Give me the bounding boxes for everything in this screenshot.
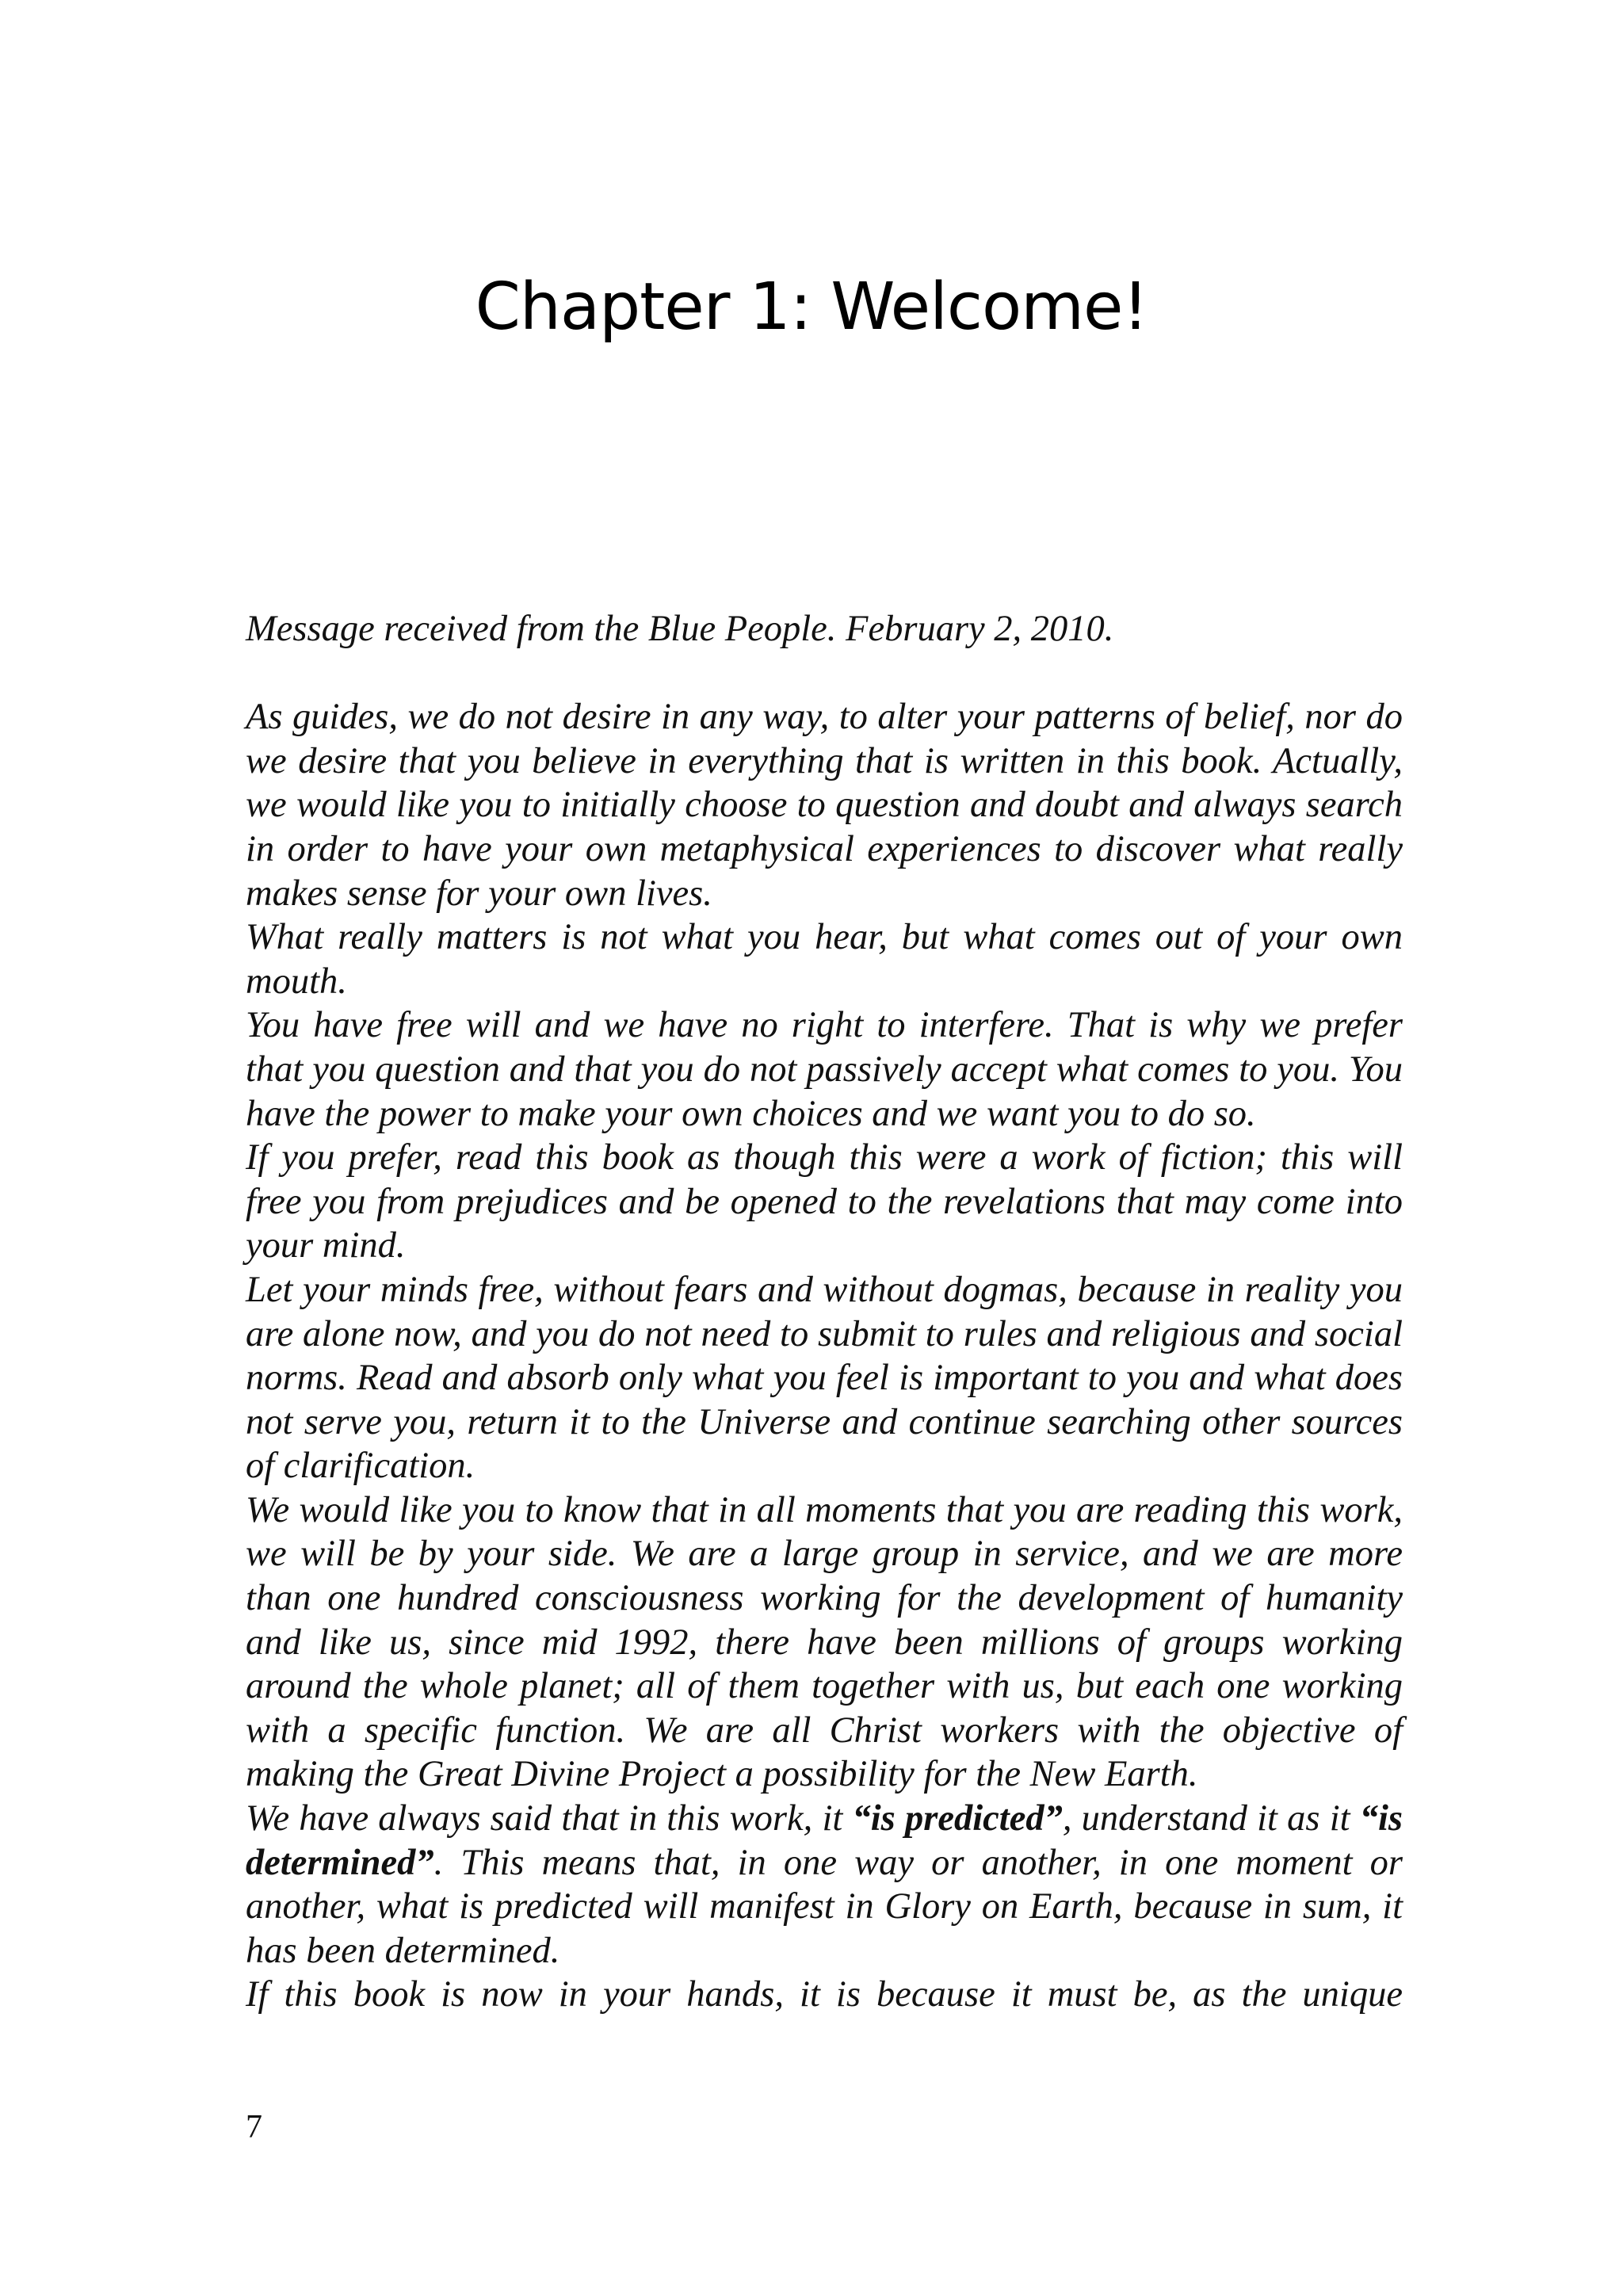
- page-number: 7: [246, 2109, 262, 2145]
- paragraph-free-will: You have free will and we have no right to interfere. That is why we prefer that you question and that you do not passively accept what comes to you. You have the power to make your own choices and we want you to do so.: [246, 1005, 1403, 1134]
- predicted-bold-1: “is predicted”: [852, 1798, 1063, 1839]
- predicted-text-1: We have always said that in this work, it: [246, 1798, 853, 1839]
- predicted-text-2: , understand it as it: [1062, 1798, 1360, 1839]
- paragraph-guides: As guides, we do not desire in any way, to alter your patterns of belief, nor do we desire that you believe in everything that is written in this book. Actually, we would like you to initially choose to question and doubt and always search in order to have your own metaphysical experiences to discover what really makes sense for your own lives.: [246, 697, 1403, 914]
- predicted-bold-2: “is determined”: [246, 1798, 1403, 1883]
- paragraph-what-matters: What really matters is not what you hear, but what comes out of your own mouth.: [246, 917, 1403, 1002]
- chapter-title: Chapter 1: Welcome!: [475, 269, 1148, 345]
- message-intro: Message received from the Blue People. February 2, 2010.: [246, 609, 1114, 649]
- paragraph-by-your-side: We would like you to know that in all moments that you are reading this work, we will be by your side. We are a large group in service, and we are more than one hundred consciousness working for the development of humanity and like us, since mid 1992, there have been millions of groups working around the whole planet; all of them together with us, but each one working with a specific function. We are all Christ workers with the objective of making the Great Divine Project a possibility for the New Earth.: [246, 1489, 1403, 1795]
- paragraph-book-in-hands: If this book is now in your hands, it is because it must be, as the unique: [246, 1974, 1403, 2015]
- paragraph-predicted: [246, 1797, 1403, 1973]
- chapter-body: [246, 607, 1403, 2017]
- paragraph-minds-free: Let your minds free, without fears and without dogmas, because in reality you are alone now, and you do not need to submit to rules and religious and social norms. Read and absorb only what you feel is important to you and what does not serve you, return it to the Universe and continue searching other sources of clarification.: [246, 1269, 1403, 1487]
- predicted-text-3: . This means that, in one way or another, in one moment or another, what is predicted will manifest in Glory on Earth, because in sum, it has been determined.: [246, 1842, 1403, 1971]
- paragraph-fiction: If you prefer, read this book as though this were a work of fiction; this will free you from prejudices and be opened to the revelations that may come into your mind.: [246, 1137, 1403, 1266]
